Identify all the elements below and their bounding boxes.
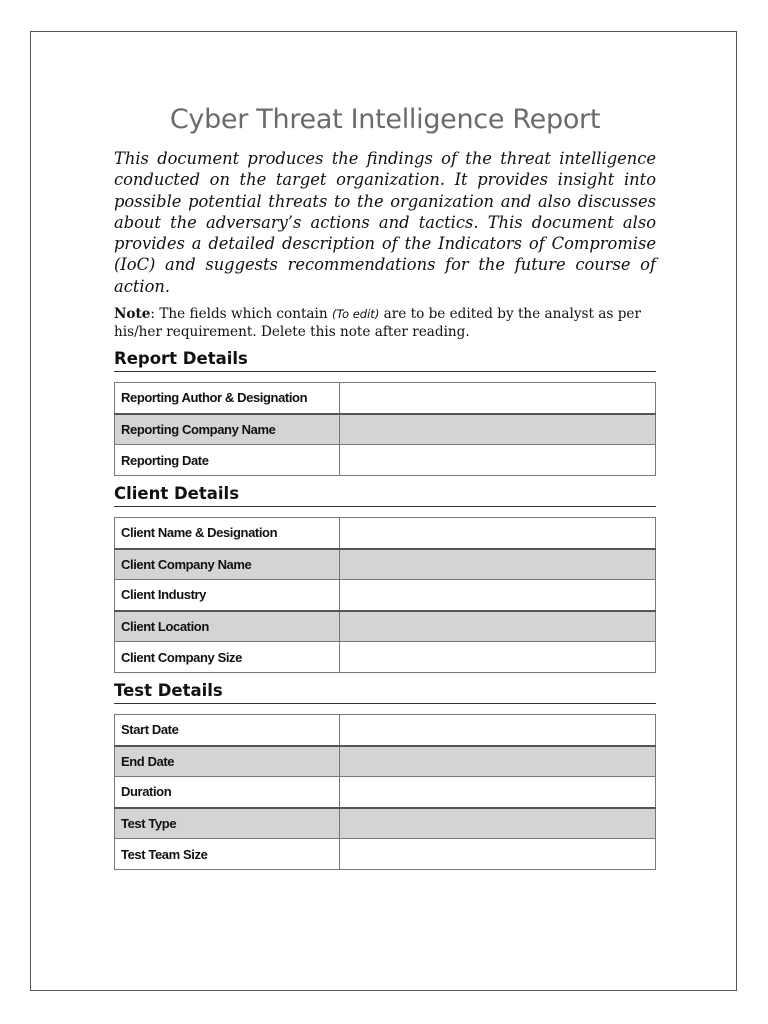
client-details-heading: Client Details	[114, 484, 656, 507]
table-row	[115, 611, 656, 642]
table-row	[115, 580, 656, 611]
row-label: Reporting Company Name	[115, 414, 340, 445]
client-details-table	[114, 517, 656, 673]
row-label: Client Name & Designation	[115, 518, 340, 549]
row-label: Client Industry	[115, 580, 340, 611]
table-row	[115, 642, 656, 673]
row-label: Start Date	[115, 715, 340, 746]
table-row	[115, 777, 656, 808]
table-row	[115, 715, 656, 746]
test-details-heading: Test Details	[114, 681, 656, 704]
table-row	[115, 414, 656, 445]
row-label: End Date	[115, 746, 340, 777]
report-title: Cyber Threat Intelligence Report	[169, 104, 601, 135]
row-value-field[interactable]	[340, 611, 656, 642]
table-row	[115, 383, 656, 414]
row-value-field[interactable]	[340, 518, 656, 549]
note-text-before: : The fields which contain	[150, 306, 332, 323]
row-label: Duration	[115, 777, 340, 808]
table-row	[115, 549, 656, 580]
row-label: Test Team Size	[115, 839, 340, 870]
note-text-after: are to be edited by the analyst as per his/her requirement. Delete this note after reading.	[114, 306, 641, 340]
row-value-field[interactable]	[340, 808, 656, 839]
row-value-field[interactable]	[340, 549, 656, 580]
row-label: Test Type	[115, 808, 340, 839]
note-paragraph	[114, 306, 656, 341]
table-row	[115, 746, 656, 777]
note-label: Note	[114, 306, 151, 323]
row-label: Client Location	[115, 611, 340, 642]
to-edit-marker: (To edit)	[331, 307, 380, 322]
row-value-field[interactable]	[340, 414, 656, 445]
document-content	[114, 102, 656, 870]
row-value-field[interactable]	[340, 839, 656, 870]
table-row	[115, 808, 656, 839]
row-label: Reporting Author & Designation	[115, 383, 340, 414]
row-value-field[interactable]	[340, 777, 656, 808]
report-details-heading: Report Details	[114, 349, 656, 372]
test-details-table	[114, 714, 656, 870]
intro-paragraph: This document produces the findings of the threat intelligence conducted on the target organization. It provides insight into possible potential threats to the organization and also discusses about the adversary’s actions and tactics. This document also provides a detailed description of the Indicators of Compromise (IoC) and suggests recommendations for the future course of action.	[114, 149, 656, 296]
report-details-table	[114, 382, 656, 476]
table-row	[115, 445, 656, 476]
row-label: Reporting Date	[115, 445, 340, 476]
row-value-field[interactable]	[340, 746, 656, 777]
row-label: Client Company Size	[115, 642, 340, 673]
row-value-field[interactable]	[340, 580, 656, 611]
row-value-field[interactable]	[340, 715, 656, 746]
table-row	[115, 839, 656, 870]
table-row	[115, 518, 656, 549]
row-value-field[interactable]	[340, 383, 656, 414]
row-label: Client Company Name	[115, 549, 340, 580]
row-value-field[interactable]	[340, 642, 656, 673]
document-page	[30, 31, 737, 991]
row-value-field[interactable]	[340, 445, 656, 476]
